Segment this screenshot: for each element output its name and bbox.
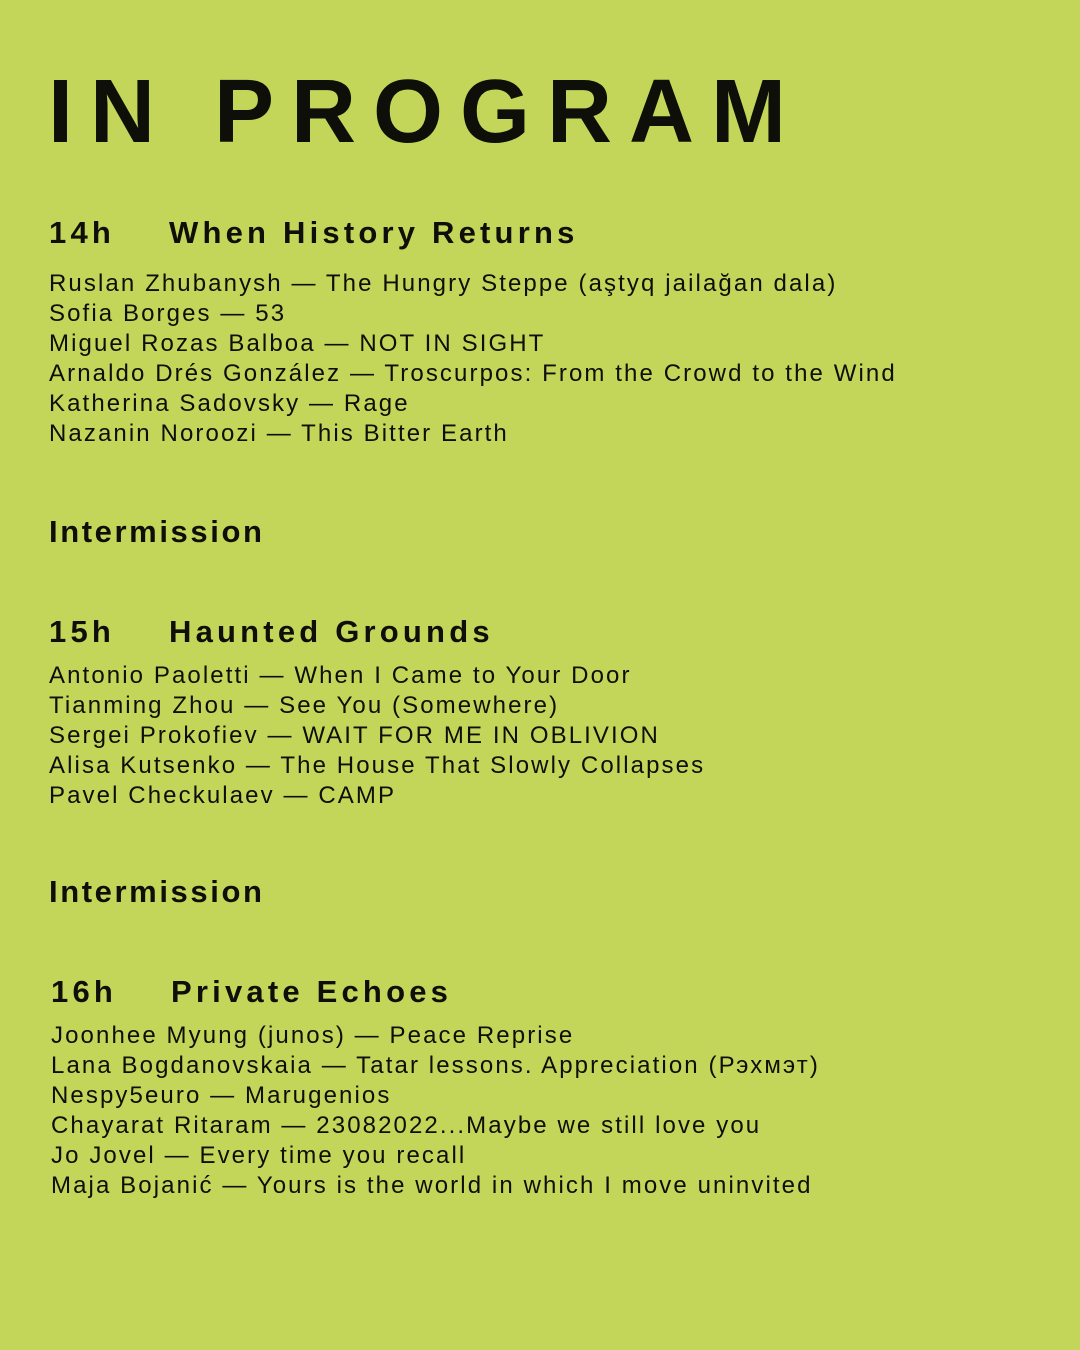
program-entry: Maja Bojanić — Yours is the world in which I move uninvited: [51, 1172, 813, 1199]
program-entry: Chayarat Ritaram — 23082022...Maybe we still love you: [51, 1112, 762, 1139]
session-block: [49, 612, 1059, 811]
session-title: When History Returns: [169, 215, 579, 250]
page-title: IN PROGRAM: [48, 62, 803, 162]
session-entries: [49, 661, 1059, 811]
program-entry: Jo Jovel — Every time you recall: [51, 1142, 467, 1169]
session-header: [49, 213, 1059, 253]
session-title: Haunted Grounds: [169, 614, 494, 649]
session-title: Private Echoes: [171, 974, 453, 1009]
session-time: 14h: [49, 215, 116, 250]
program-entry: Katherina Sadovsky — Rage: [49, 390, 410, 417]
intermission-label: Intermission: [49, 874, 265, 909]
program-entry: Sofia Borges — 53: [49, 300, 287, 327]
program-entry: Antonio Paoletti — When I Came to Your Door: [49, 662, 632, 689]
program-entry: Arnaldo Drés González — Troscurpos: From the Crowd to the Wind: [49, 360, 897, 387]
session-header: [49, 612, 1059, 652]
program-entry: Nespy5euro — Marugenios: [51, 1082, 392, 1109]
program-entry: Miguel Rozas Balboa — NOT IN SIGHT: [49, 330, 546, 357]
session-time: 15h: [49, 614, 116, 649]
session-entries: [49, 269, 1059, 449]
session-time: 16h: [51, 974, 118, 1009]
intermission-label: Intermission: [49, 514, 265, 549]
session-header: [51, 972, 1061, 1012]
program-entry: Pavel Checkulaev — CAMP: [49, 782, 397, 809]
program-entry: Sergei Prokofiev — WAIT FOR ME IN OBLIVION: [49, 722, 660, 749]
session-block: [51, 972, 1061, 1201]
program-entry: Tianming Zhou — See You (Somewhere): [49, 692, 560, 719]
program-entry: Nazanin Noroozi — This Bitter Earth: [49, 420, 509, 447]
program-entry: Lana Bogdanovskaia — Tatar lessons. Appreciation (Рэхмэт): [51, 1052, 820, 1079]
program-entry: Ruslan Zhubanysh — The Hungry Steppe (aştyq jailağan dala): [49, 270, 838, 297]
session-block: [49, 213, 1059, 449]
session-entries: [51, 1021, 1061, 1201]
program-entry: Joonhee Myung (junos) — Peace Reprise: [51, 1022, 575, 1049]
program-entry: Alisa Kutsenko — The House That Slowly Collapses: [49, 752, 706, 779]
